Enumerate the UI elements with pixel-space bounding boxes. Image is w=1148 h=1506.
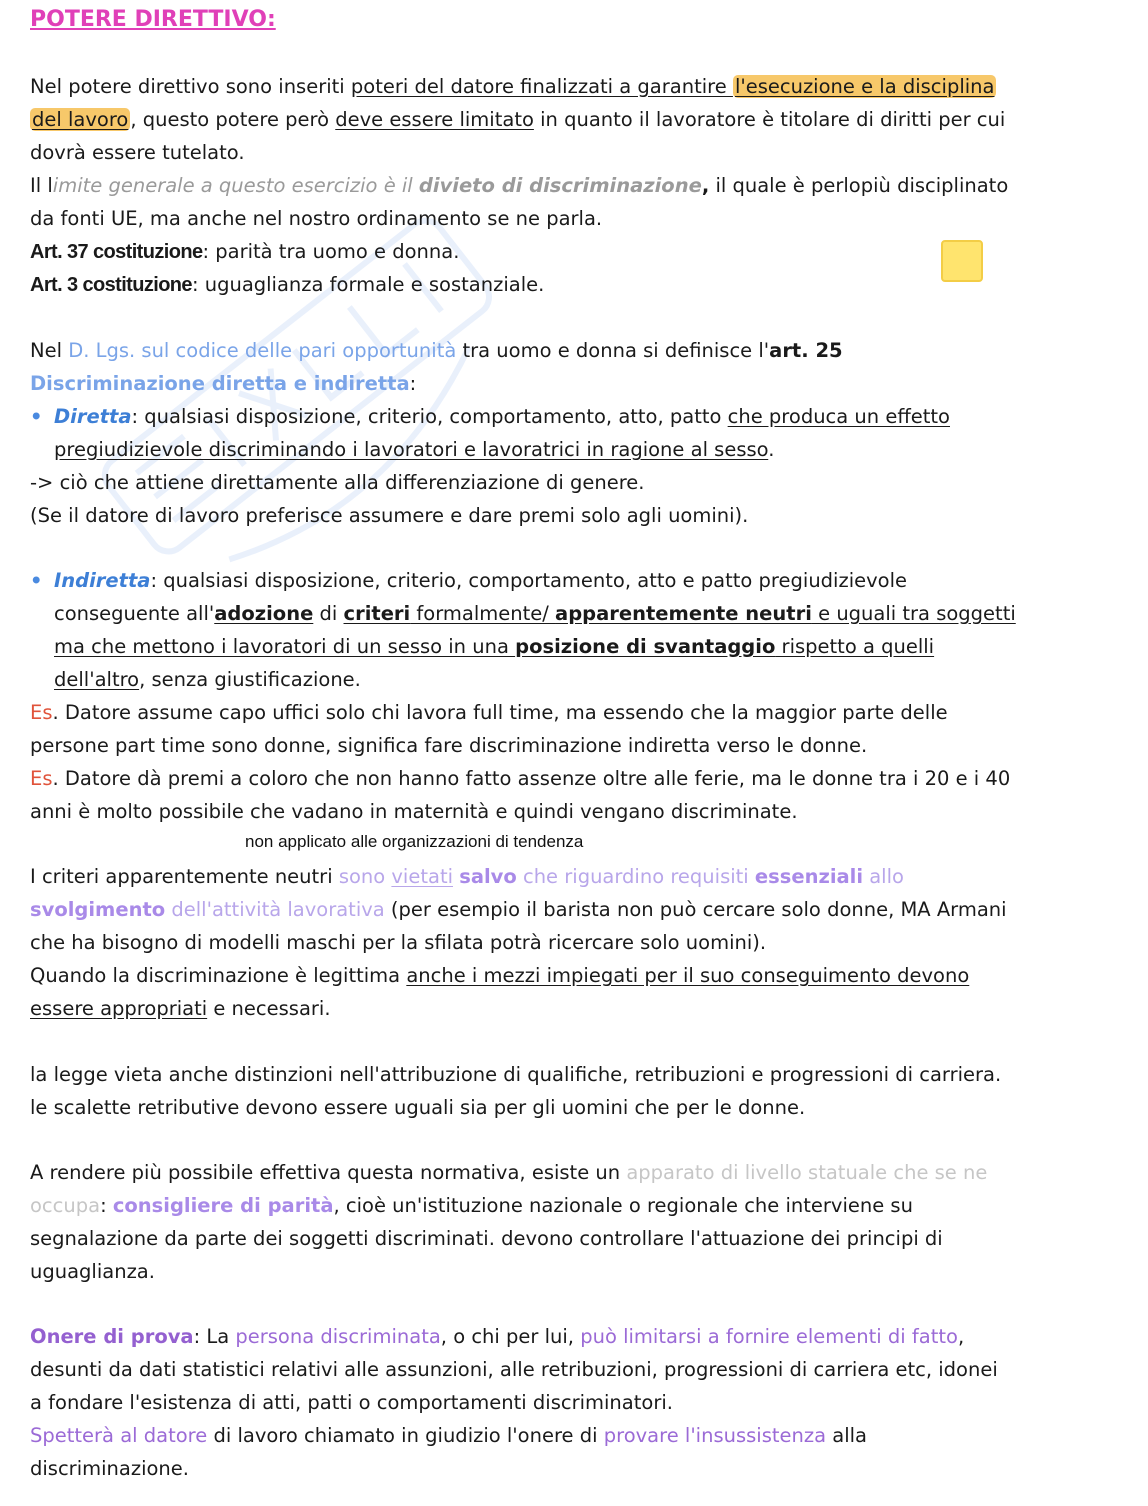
text-line: Nel potere direttivo sono inseriti poteri del datore finalizzati a garantire l'esecuzione e la disciplina [30,75,995,98]
text-line: da fonti UE, ma anche nel nostro ordinamento se ne parla. [30,207,603,230]
text-line: Quando la discriminazione è legittima anche i mezzi impiegati per il suo conseguimento devono [30,964,970,987]
page-title: POTERE DIRETTIVO: [30,7,276,32]
text-line: a fondare l'esistenza di atti, patti o comportamenti discriminatori. [30,1391,673,1414]
text-line: -> ciò che attiene direttamente alla differenziazione di genere. [30,471,645,494]
text-line: discriminazione. [30,1457,189,1480]
text-line: Onere di prova: La persona discriminata, o chi per lui, può limitarsi a fornire elementi di fatto, [30,1325,965,1348]
text-line: essere appropriati e necessari. [30,997,331,1020]
text-line: uguaglianza. [30,1260,155,1283]
text-line: conseguente all'adozione di criteri formalmente/ apparentemente neutri e uguali tra soggetti [54,602,1016,625]
text-line: A rendere più possibile effettiva questa normativa, esiste un apparato di livello statuale che se ne [30,1161,988,1184]
text-line: dovrà essere tutelato. [30,141,245,164]
text-line: Spetterà al datore di lavoro chiamato in giudizio l'onere di provare l'insussistenza alla [30,1424,867,1447]
sticky-note-icon[interactable] [941,240,983,282]
list-item: • Indiretta: qualsiasi disposizione, criterio, comportamento, atto e patto pregiudizievole [54,564,907,597]
text-line: segnalazione da parte dei soggetti discriminati. devono controllare l'attuazione dei principi di [30,1227,943,1250]
text-line: svolgimento dell'attività lavorativa (per esempio il barista non può cercare solo donne, MA Armani [30,898,1007,921]
text-line: dell'altro, senza giustificazione. [54,668,361,691]
article-reference: Art. 37 costituzione [30,241,203,263]
list-item: • Diretta: qualsiasi disposizione, criterio, comportamento, atto, patto che produca un effetto [54,400,950,433]
text-line: le scalette retributive devono essere uguali sia per gli uomini che per le donne. [30,1096,806,1119]
text-line: del lavoro , questo potere però deve essere limitato in quanto il lavoratore è titolare di diritti per cui [32,108,1006,131]
section-heading: Discriminazione diretta e indiretta: [30,372,417,395]
text-line: desunti da dati statistici relativi alle assunzioni, alle retribuzioni, progressioni di carriera etc, idonei [30,1358,998,1381]
text-line: che ha bisogno di modelli maschi per la sfilata potrà ricercare solo uomini). [30,931,767,954]
bullet-icon: • [30,569,43,592]
text-line: la legge vieta anche distinzioni nell'attribuzione di qualifiche, retribuzioni e progressioni di carriera. [30,1063,1002,1086]
text-line: occupa: consigliere di parità, cioè un'istituzione nazionale o regionale che interviene su [30,1194,913,1217]
example-line: Es. Datore dà premi a coloro che non hanno fatto assenze oltre alle ferie, ma le donne tra i 20 e i 40 [30,767,1011,790]
text-line: pregiudizievole discriminando i lavoratori e lavoratrici in ragione al sesso. [54,438,775,461]
text-line: ma che mettono i lavoratori di un sesso in una posizione di svantaggio rispetto a quelli [54,635,935,658]
bullet-icon: • [30,405,43,428]
text-line: Art. 37 costituzione: parità tra uomo e donna. [30,240,460,263]
article-reference: Art. 3 costituzione [30,274,192,296]
text-line: Il limite generale a questo esercizio è il divieto di discriminazione, il quale è perlopiù disciplinato [30,174,1009,197]
text-line: (Se il datore di lavoro preferisce assumere e dare premi solo agli uomini). [30,504,749,527]
annotation-note: non applicato alle organizzazioni di tendenza [245,832,584,851]
text-line: I criteri apparentemente neutri sono vietati salvo che riguardino requisiti essenziali allo [30,865,904,888]
text-line: Nel D. Lgs. sul codice delle pari opportunità tra uomo e donna si definisce l'art. 25 [30,339,843,362]
text-line: anni è molto possibile che vadano in maternità e quindi vengano discriminate. [30,800,798,823]
text-line: Art. 3 costituzione: uguaglianza formale e sostanziale. [30,273,545,296]
example-line: Es. Datore assume capo uffici solo chi lavora full time, ma essendo che la maggior parte delle [30,701,948,724]
text-line: persone part time sono donne, significa fare discriminazione indiretta verso le donne. [30,734,868,757]
